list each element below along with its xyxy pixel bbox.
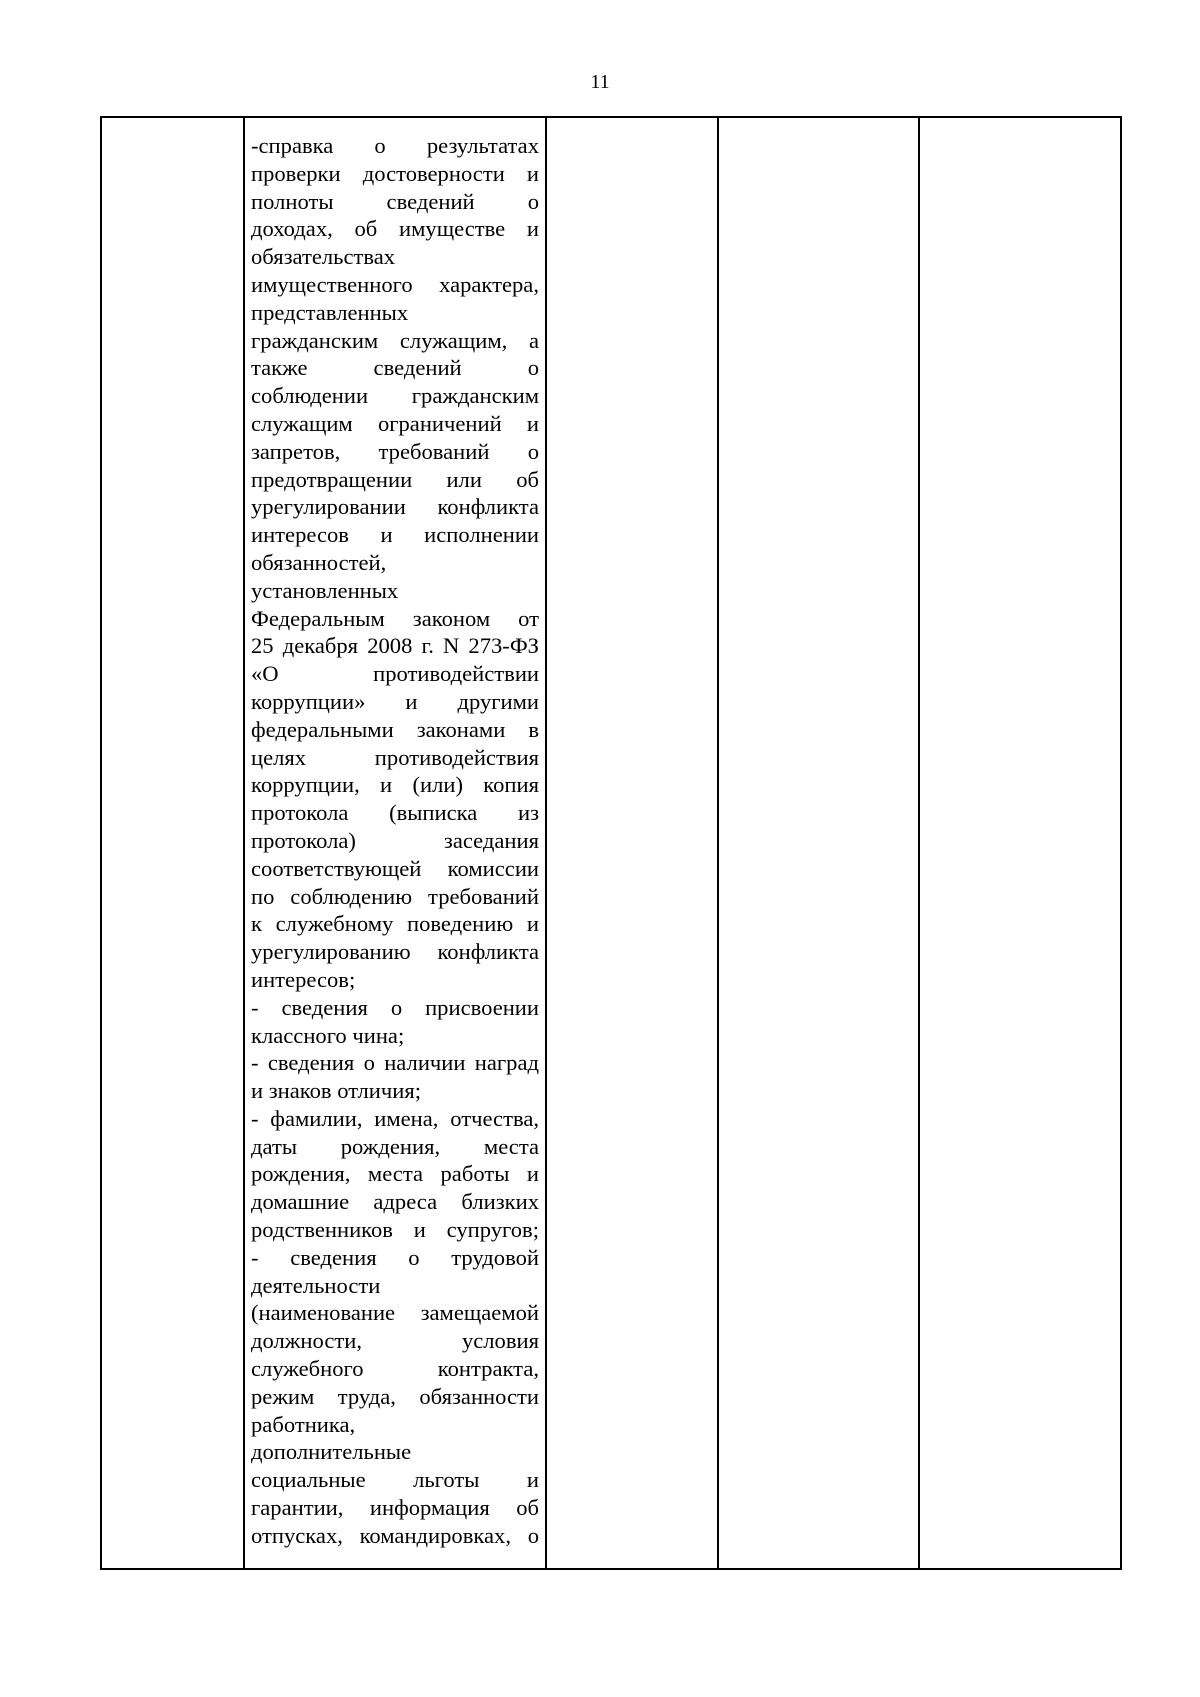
text-line: 25 декабря 2008 г. N 273-ФЗ xyxy=(251,633,539,659)
text-line: установленных xyxy=(251,577,399,603)
text-line: урегулированию конфликта xyxy=(251,939,539,965)
text-line: по соблюдению требований xyxy=(251,883,539,909)
text-line: работника, xyxy=(251,1411,356,1437)
text-line: имущественного характера, xyxy=(251,271,539,297)
text-line: федеральными законами в xyxy=(251,716,539,742)
table-cell-col4 xyxy=(718,117,919,1569)
text-line: - сведения о трудовой xyxy=(251,1244,539,1270)
document-list-text xyxy=(245,118,545,1550)
text-line: запретов, требований о xyxy=(251,438,539,464)
text-line: интересов и исполнении xyxy=(251,522,539,548)
text-line: также сведений о xyxy=(251,355,539,381)
table-row xyxy=(101,117,1121,1569)
text-line: урегулировании конфликта xyxy=(251,494,539,520)
text-line: полноты сведений о xyxy=(251,188,539,214)
text-line: служащим ограничений и xyxy=(251,410,539,436)
text-line: протокола (выписка из xyxy=(251,800,539,826)
text-line: должности, условия xyxy=(251,1328,539,1354)
text-line: интересов; xyxy=(251,966,356,992)
text-line: отпусках, командировках, о xyxy=(251,1522,539,1548)
text-line: соответствующей комиссии xyxy=(251,855,539,881)
text-line: доходах, об имуществе и xyxy=(251,216,539,242)
text-line: представленных xyxy=(251,299,409,325)
text-line: коррупции» и другими xyxy=(251,688,539,714)
text-line: Федеральным законом от xyxy=(251,605,539,631)
text-line: -справка о результатах xyxy=(251,133,539,158)
table-cell-col1 xyxy=(101,117,244,1569)
text-line: «О противодействии xyxy=(251,661,539,687)
text-line: домашние адреса близких xyxy=(251,1189,539,1215)
text-line: дополнительные xyxy=(251,1439,412,1465)
text-line: к служебному поведению и xyxy=(251,911,539,937)
text-line: (наименование замещаемой xyxy=(251,1300,539,1326)
text-line: - сведения о присвоении xyxy=(251,994,539,1020)
page-number: 11 xyxy=(590,71,610,93)
text-line: классного чина; xyxy=(251,1022,405,1048)
text-line: гражданским служащим, а xyxy=(251,327,539,353)
text-line: - фамилии, имена, отчества, xyxy=(251,1105,539,1131)
text-line: рождения, места работы и xyxy=(251,1161,539,1187)
document-table xyxy=(100,116,1122,1570)
text-line: протокола) заседания xyxy=(251,827,539,853)
table-cell-col5 xyxy=(919,117,1121,1569)
text-line: коррупции, и (или) копия xyxy=(251,772,539,798)
text-line: служебного контракта, xyxy=(251,1356,539,1382)
table-cell-col3 xyxy=(546,117,718,1569)
table-cell-col2 xyxy=(244,117,546,1569)
text-line: гарантии, информация об xyxy=(251,1495,539,1521)
text-line: обязанностей, xyxy=(251,549,387,575)
text-line: соблюдении гражданским xyxy=(251,383,539,409)
text-line: целях противодействия xyxy=(251,744,539,770)
text-line: - сведения о наличии наград xyxy=(251,1050,539,1076)
text-line: и знаков отличия; xyxy=(251,1078,422,1104)
text-line: режим труда, обязанности xyxy=(251,1383,539,1409)
text-line: социальные льготы и xyxy=(251,1467,539,1493)
text-line: даты рождения, места xyxy=(251,1133,539,1159)
text-line: родственников и супругов; xyxy=(251,1217,539,1243)
text-line: проверки достоверности и xyxy=(251,160,539,186)
text-line: обязательствах xyxy=(251,244,396,270)
text-line: предотвращении или об xyxy=(251,466,539,492)
text-line: деятельности xyxy=(251,1272,381,1298)
